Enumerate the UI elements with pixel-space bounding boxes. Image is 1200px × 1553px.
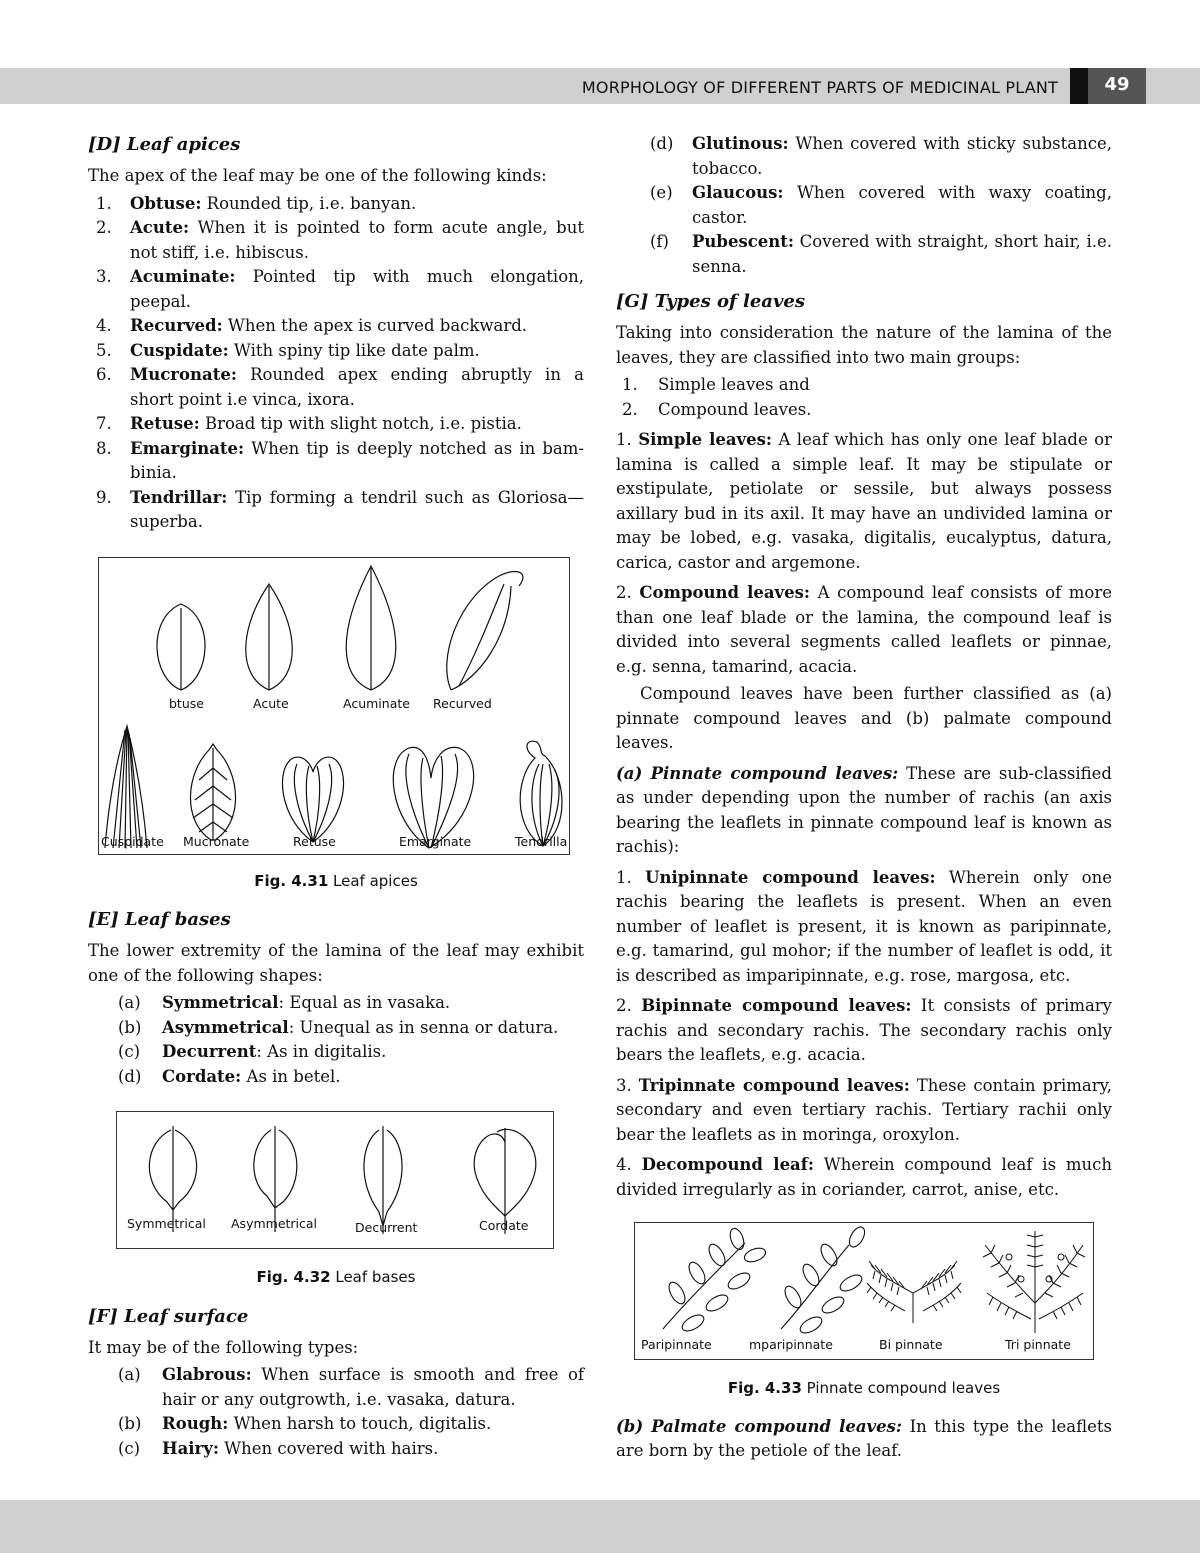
list-item: (d) Cordate: As in betel. — [118, 1066, 341, 1086]
unipinnate-paragraph: 1. Unipinnate compound leaves: Wherein only one rachis bearing the leaflets is present. When an even number of leaflet is present, it is known as paripinnate, e.g. tamarind, gul mohor; if the number of leaflet is odd, it is described as imparipinnate, e.g. rose, margosa, etc. — [616, 867, 1113, 985]
figure-label: Emarginate — [399, 833, 472, 849]
pinnate-leaves-figure — [634, 1222, 1094, 1360]
leaf-apices-figure — [98, 557, 570, 855]
list-item: (c) Decurrent: As in digitalis. — [118, 1042, 387, 1061]
page-number: 49 — [1088, 68, 1146, 104]
figure-label: Bi pinnate — [879, 1337, 943, 1352]
header-separator — [1070, 68, 1088, 104]
figure-label: Tendrilla — [515, 833, 568, 849]
types-groups-list — [616, 373, 1112, 422]
leaf-bases-illustration — [117, 1112, 553, 1248]
leaf-apices-list — [88, 192, 584, 535]
types-intro: Taking into consideration the nature of the lamina of the leaves, they are classified into two main groups: — [616, 323, 1112, 367]
list-item: 1. Simple leaves and — [622, 375, 810, 394]
list-item: (b) Asymmetrical: Unequal as in senna or datura. — [118, 1017, 559, 1037]
leaf-surface-heading: [F] Leaf surface — [88, 1305, 249, 1327]
right-column — [616, 132, 1112, 1467]
pinnate-leaves-illustration — [635, 1223, 1093, 1359]
simple-leaves-paragraph: 1. Simple leaves: A leaf which has only one leaf blade or lamina is called a simple leaf. It may be stipulate or exstipulate, petiolate or sessile, but always possess axillary bud in its axil. It may have an undivided lamina or may be lobed, e.g. vasaka, digitalis, eucalyptus, datura, carica, castor and argemone. — [616, 430, 1112, 572]
types-of-leaves-heading: [G] Types of leaves — [616, 291, 805, 312]
figure-label: Cuspidate — [101, 833, 164, 849]
figure-label: Cordate — [479, 1218, 529, 1233]
leaf-surface-list-continued — [616, 132, 1112, 279]
figure-label: btuse — [169, 695, 204, 711]
running-header-title: MORPHOLOGY OF DIFFERENT PARTS OF MEDICINAL PLANT — [581, 78, 1058, 97]
leaf-apices-heading: [D] Leaf apices — [88, 134, 241, 155]
list-item: (a) Symmetrical: Equal as in vasaka. — [118, 993, 451, 1012]
figure-label: Symmetrical — [127, 1216, 206, 1231]
figure-label: Paripinnate — [641, 1337, 712, 1352]
figure-label: Decurrent — [355, 1220, 418, 1235]
list-item: 7. Retuse: Broad tip with slight notch, i.e. pistia. — [96, 414, 522, 433]
imparipinnate-leaf-shape — [781, 1224, 868, 1336]
figure-label: Mucronate — [183, 833, 250, 849]
bipinnate-leaf-shape — [867, 1261, 961, 1323]
paripinnate-leaf-shape — [663, 1227, 767, 1335]
leaf-apices-intro: The apex of the leaf may be one of the following kinds: — [88, 166, 547, 185]
tripinnate-paragraph: 3. Tripinnate compound leaves: These contain primary, secondary and even tertiary rachis. Tertiary rachii only bear the leaflets as in moringa, oroxylon. — [616, 1075, 1112, 1144]
pinnate-paragraph: (a) Pinnate compound leaves: These are sub-classified as under depending upon the number of rachis (an axis bearing the leaflets in pinnate compound leaf is known as rachis): — [616, 763, 1112, 856]
list-item: 4. Recurved: When the apex is curved backward. — [96, 316, 528, 335]
figure-label: Retuse — [293, 833, 336, 849]
tripinnate-leaf-shape — [983, 1231, 1085, 1333]
retuse-leaf-shape — [282, 757, 343, 842]
list-item: 2. Compound leaves. — [622, 399, 812, 419]
list-item: (d) Glutinous: When covered with sticky substance, tobacco. — [650, 134, 1112, 178]
leaf-bases-heading: [E] Leaf bases — [88, 909, 231, 930]
leaf-bases-list — [88, 991, 584, 1089]
compound-leaves-paragraph: 2. Compound leaves: A compound leaf consists of more than one leaf blade or the lamina, the compound leaf is divided into several segments called leaflets or pinnae, e.g. senna, tamarind, acacia. — [616, 583, 1112, 676]
list-item: (e) Glaucous: When covered with waxy coating, castor. — [650, 183, 1112, 227]
figure-caption: Fig. 4.32 Leaf bases — [256, 1268, 416, 1286]
list-item: (b) Rough: When harsh to touch, digitalis. — [118, 1414, 492, 1433]
bipinnate-paragraph: 2. Bipinnate compound leaves: It consists of primary rachis and secondary rachis. The secondary rachis only bears the leaflets, e.g. acacia. — [616, 996, 1113, 1064]
leaf-bases-intro: The lower extremity of the lamina of the leaf may exhibit one of the following shapes: — [88, 941, 584, 985]
figure-label: Tri pinnate — [1005, 1337, 1071, 1352]
leaf-bases-figure — [116, 1111, 554, 1249]
list-item: 2. Acute: When it is pointed to form acute angle, but not stiff, i.e. hibiscus. — [96, 218, 584, 262]
figure-label: mparipinnate — [749, 1337, 833, 1352]
figure-caption: Fig. 4.31 Leaf apices — [254, 871, 418, 890]
figure-caption: Fig. 4.33 Pinnate compound leaves — [727, 1379, 1001, 1397]
leaf-apices-illustration — [99, 558, 569, 854]
left-column — [88, 132, 584, 1465]
list-item: 3. Acuminate: Pointed tip with much elongation, peepal. — [96, 267, 584, 311]
footer-band — [0, 1500, 1200, 1553]
list-item: 9. Tendrillar: Tip forming a tendril such as Gloriosa—superba. — [96, 487, 584, 531]
leaf-surface-intro: It may be of the following types: — [88, 1337, 359, 1357]
list-item: 6. Mucronate: Rounded apex ending abruptly in a short point i.e vinca, ixora. — [96, 365, 584, 409]
list-item: (a) Glabrous: When surface is smooth and free of hair or any outgrowth, i.e. vasaka, datura. — [118, 1365, 584, 1409]
figure-label: Asymmetrical — [231, 1216, 318, 1231]
figure-label: Acuminate — [343, 695, 410, 711]
figure-label: Recurved — [433, 695, 492, 711]
list-item: (c) Hairy: When covered with hairs. — [118, 1438, 439, 1458]
list-item: 8. Emarginate: When tip is deeply notched as in bam-binia. — [96, 438, 584, 482]
list-item: (f) Pubescent: Covered with straight, short hair, i.e. senna. — [650, 232, 1112, 276]
decompound-paragraph: 4. Decompound leaf: Wherein compound leaf is much divided irregularly as in coriander, carrot, anise, etc. — [616, 1155, 1113, 1199]
further-classification-paragraph: Compound leaves have been further classified as (a) pinnate compound leaves and (b) palmate compound leaves. — [616, 684, 1112, 752]
list-item: 1. Obtuse: Rounded tip, i.e. banyan. — [96, 193, 417, 213]
emarginate-leaf-shape — [393, 747, 473, 848]
list-item: 5. Cuspidate: With spiny tip like date palm. — [96, 340, 480, 360]
figure-label: Acute — [253, 695, 289, 711]
leaf-surface-list — [88, 1363, 584, 1461]
palmate-paragraph: (b) Palmate compound leaves: In this type the leaflets are born by the petiole of the leaf. — [616, 1416, 1112, 1460]
